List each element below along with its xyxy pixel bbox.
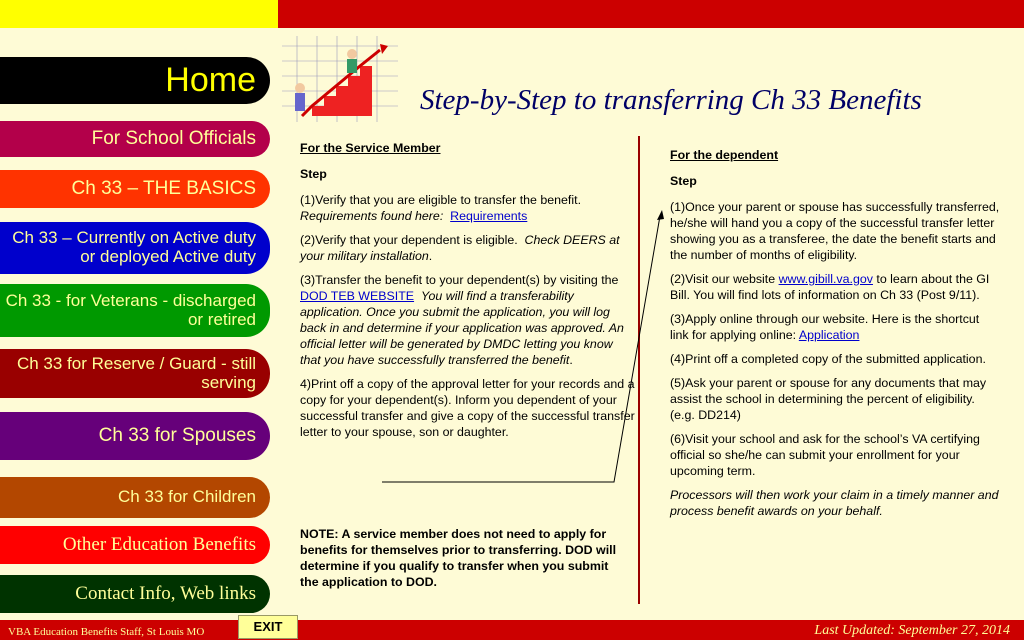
application-link[interactable]: Application bbox=[798, 328, 860, 342]
service-member-heading: For the Service Member bbox=[300, 141, 441, 155]
nav-home-button[interactable]: Home bbox=[0, 57, 270, 104]
nav-contact-info-button[interactable]: Contact Info, Web links bbox=[0, 575, 270, 613]
nav-veterans-button[interactable]: Ch 33 - for Veterans - discharged or retired bbox=[0, 284, 270, 337]
dependent-step-1-text: (1)Once your parent or spouse has successfully transferred, he/she will hand you a copy of the successful transfer letter showing you as a transferee, the date the benefit starts and the number of months of eligibility. bbox=[670, 200, 1000, 262]
step-label: Step bbox=[670, 174, 697, 188]
exit-button[interactable]: EXIT bbox=[238, 615, 298, 639]
nav-active-duty-button[interactable]: Ch 33 – Currently on Active duty or deployed Active duty bbox=[0, 222, 270, 274]
last-updated-text: Last Updated: September 27, 2014 bbox=[814, 623, 1010, 638]
dependent-step-6-text: (6)Visit your school and ask for the school’s VA certifying official so she/he can submit your enrollment for your upcoming term. bbox=[670, 432, 980, 478]
dependent-step-5-text: (5)Ask your parent or spouse for any documents that may assist the school in determining the percent of eligibility. (e.g. DD214) bbox=[670, 376, 987, 422]
dependent-column bbox=[670, 147, 1000, 527]
nav-school-officials-button[interactable]: For School Officials bbox=[0, 121, 270, 157]
nav-other-benefits-button[interactable]: Other Education Benefits bbox=[0, 526, 270, 564]
step-4-text: 4)Print off a copy of the approval letter for your records and a copy for your dependent(s). Inform you dependent of your successful transfer and give a copy of the successful transfer letter to your spouse, son or daughter. bbox=[300, 377, 635, 439]
gibill-website-link[interactable]: www.gibill.va.gov bbox=[778, 272, 873, 286]
step-3-text: (3)Transfer the benefit to your dependent(s) by visiting the DOD TEB WEBSITE You will find a transferability application. Once you submit the application, you will log back in and determine if your application was approved. An official letter will be generated by DMDC letting you know that you have successfully transferred the benefit. bbox=[300, 273, 624, 367]
nav-basics-button[interactable]: Ch 33 – THE BASICS bbox=[0, 170, 270, 208]
nav-reserve-guard-button[interactable]: Ch 33 for Reserve / Guard - still serving bbox=[0, 349, 270, 398]
page-title: Step-by-Step to transferring Ch 33 Benefits bbox=[420, 84, 922, 116]
nav-spouses-button[interactable]: Ch 33 for Spouses bbox=[0, 412, 270, 460]
top-bar-yellow bbox=[0, 0, 278, 28]
nav-children-button[interactable]: Ch 33 for Children bbox=[0, 477, 270, 518]
requirements-link[interactable]: Requirements bbox=[450, 209, 528, 223]
stairs-progress-clipart-icon bbox=[282, 36, 398, 122]
step-label: Step bbox=[300, 167, 327, 181]
dependent-step-2-text: (2)Visit our website www.gibill.va.gov to learn about the GI Bill. You will find lots of information on Ch 33 (Post 9/11). bbox=[670, 272, 990, 302]
dependent-step-3-text: (3)Apply online through our website. Here is the shortcut link for applying online: Application bbox=[670, 312, 980, 342]
processors-note: Processors will then work your claim in a timely manner and process benefit awards on your behalf. bbox=[670, 488, 999, 518]
step-1-text: (1)Verify that you are eligible to transfer the benefit. Requirements found here: Requirements bbox=[300, 193, 582, 223]
step-2-text: (2)Verify that your dependent is eligible. Check DEERS at your military installation. bbox=[300, 233, 620, 263]
service-member-column bbox=[300, 140, 636, 448]
dependent-heading: For the dependent bbox=[670, 148, 779, 162]
dod-teb-website-link[interactable]: DOD TEB WEBSITE bbox=[300, 289, 415, 303]
service-member-note: NOTE: A service member does not need to apply for benefits for themselves prior to transferring. DOD will determine if you qualify to transfer when you submit the application to DOD. bbox=[300, 527, 617, 589]
top-bar-red bbox=[278, 0, 1024, 28]
footer-staff-text: VBA Education Benefits Staff, St Louis MO bbox=[8, 626, 205, 638]
dependent-step-4-text: (4)Print off a completed copy of the submitted application. bbox=[670, 352, 986, 366]
column-divider bbox=[638, 136, 640, 604]
